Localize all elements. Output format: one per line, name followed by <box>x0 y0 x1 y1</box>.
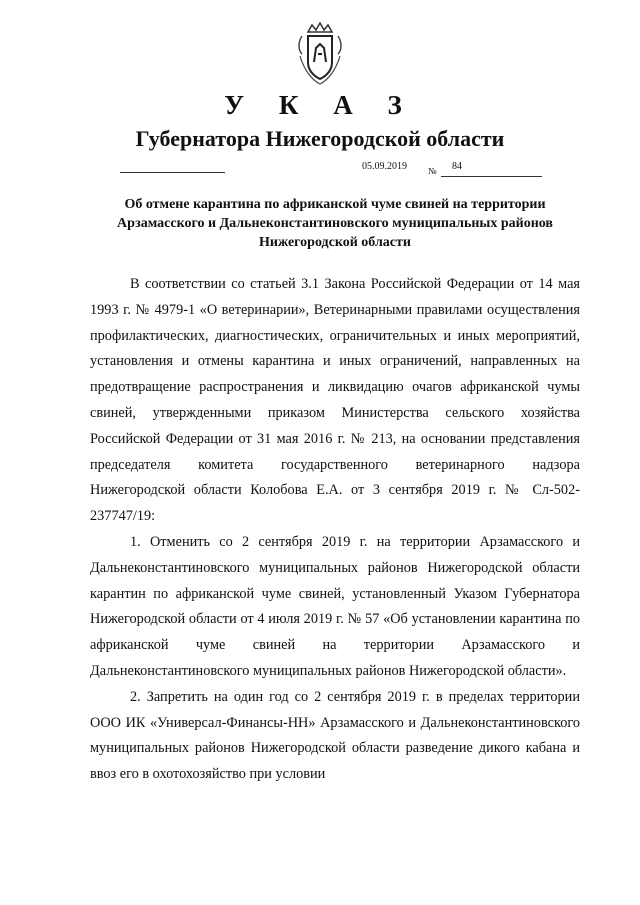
blank-line-left <box>120 172 225 173</box>
document-subject: Об отмене карантина по африканской чуме свиней на территории Арзамасского и Дальнеконстантиновского муниципальных районов Нижегородской области <box>117 197 553 250</box>
issuer-title: Губернатора Нижегородской области <box>135 126 505 151</box>
document-date: 05.09.2019 <box>362 161 407 172</box>
coat-of-arms-icon <box>294 22 346 86</box>
document-number: 84 <box>452 161 462 172</box>
number-line <box>441 176 542 177</box>
number-sign: № <box>428 166 437 176</box>
preamble-paragraph: В соответствии со статьей 3.1 Закона Российской Федерации от 14 мая 1993 г. № 4979-1 «О ветеринарии», Ветеринарными правилами осуществления профилактических, диагностических, ограничительных и иных мероприятий, установления и отмены карантина и иных ограничений, направленных на предотвращение распространения и ликвидацию очагов африканской чумы свиней, утвержденными приказом Министерства сельского хозяйства Российской Федерации от 31 мая 2016 г. № 213, на основании представления председателя комитета государственного ветеринарного надзора Нижегородской области Колобова Е.А. от 3 сентября 2019 г. № Сл-502-237747/19: <box>90 276 580 525</box>
clause-2-paragraph: 2. Запретить на один год со 2 сентября 2019 г. в пределах территории ООО ИК «Универсал-Финансы-НН» Арзамасского и Дальнеконстантиновского муниципальных районов Нижегородской области разведение дикого кабана и ввоз его в охотохозяйство при условии <box>90 688 580 783</box>
document-type-title: У К А З <box>224 90 416 120</box>
document-body <box>90 272 580 788</box>
clause-1-paragraph: 1. Отменить со 2 сентября 2019 г. на территории Арзамасского и Дальнеконстантиновского муниципальных районов Нижегородской области карантин по африканской чуме свиней, установленный Указом Губернатора Нижегородской области от 4 июля 2019 г. № 57 «Об установлении карантина по африканской чуме свиней на территории Арзамасского и Дальнеконстантиновского муниципальных районов Нижегородской области». <box>90 533 580 679</box>
